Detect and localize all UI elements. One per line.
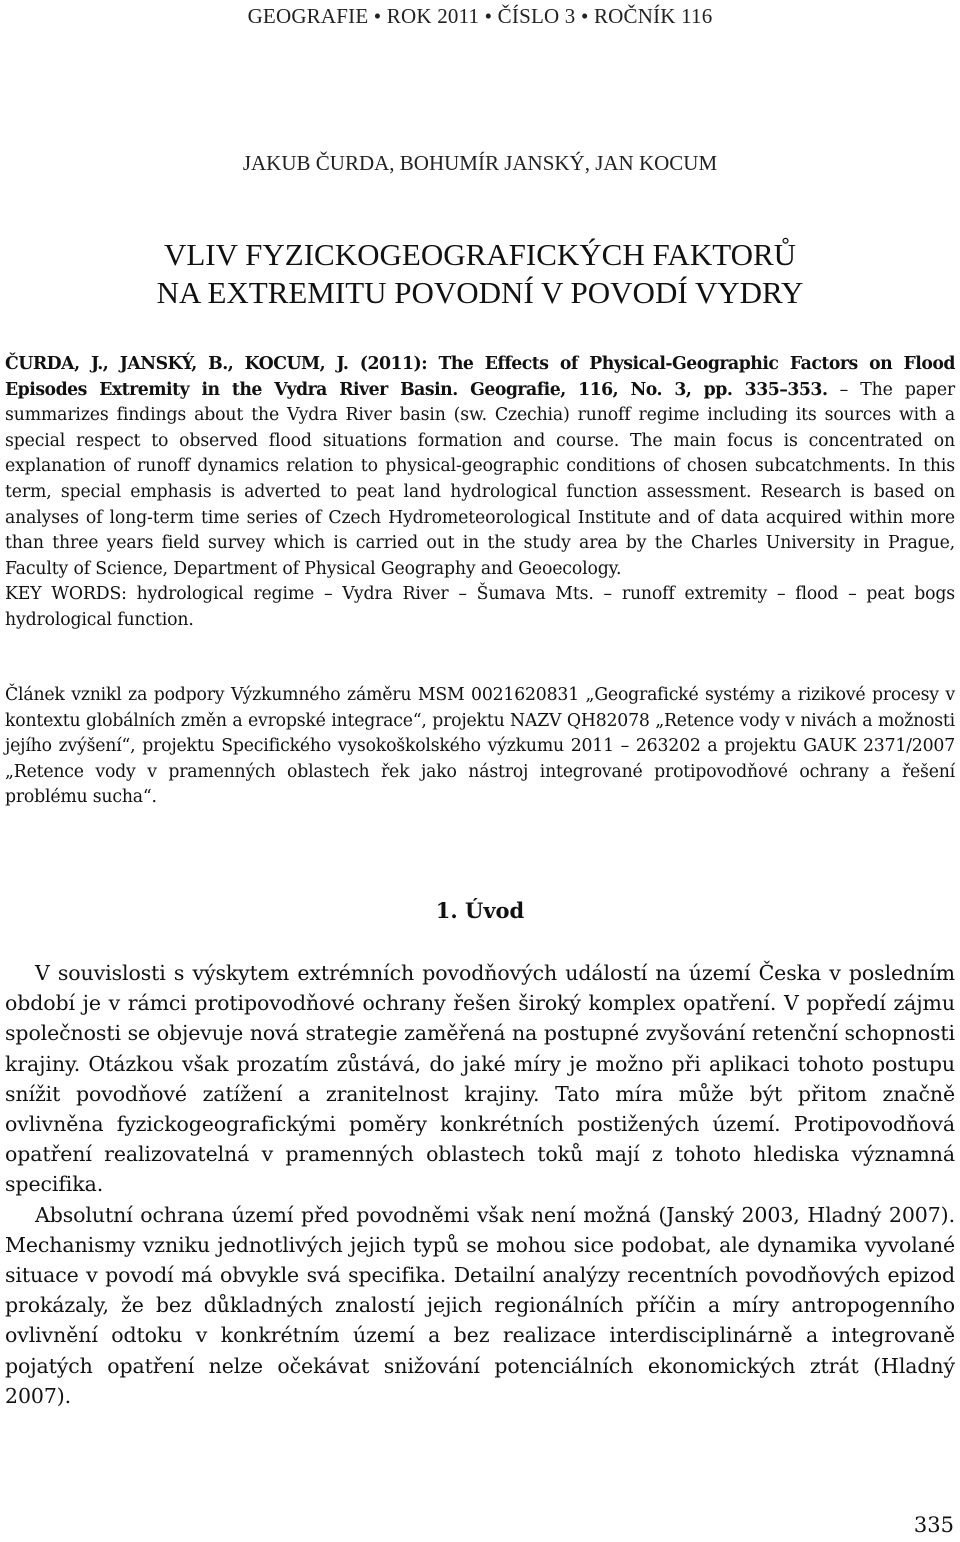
article-title xyxy=(0,236,960,312)
running-head: GEOGRAFIE • ROK 2011 • ČÍSLO 3 • ROČNÍK 116 xyxy=(247,4,713,28)
funding-note: Článek vznikl za podpory Výzkumného záměru MSM 0021620831 „Geografické systémy a rizikové procesy v kontextu globálních změn a evropské integrace“, projektu NAZV QH82078 „Retence vody v nivách a možnosti jejího zvýšení“, projektu Specifického vysokoškolského výzkumu 2011 – 263202 a projektu GAUK 2371/2007 „Retence vody v pramenných oblastech řek jako nástroj integrované protipovodňové ochrany a řešení problému sucha“. xyxy=(5,685,955,808)
abstract-text: – The paper summarizes findings about the Vydra River basin (sw. Czechia) runoff regime including its sources with a special respect to observed flood situations formation and course. The main focus is concentrated on explanation of runoff dynamics relation to physical-geographic conditions of chosen subcatchments. In this term, special emphasis is adverted to peat land hydrological function assessment. Research is based on analyses of long-term time series of Czech Hydrometeorological Institute and of data acquired within more than three years field survey which is carried out in the study area by the Charles University in Prague, Faculty of Science, Department of Physical Geography and Geoecology. xyxy=(5,379,956,579)
page-number: 335 xyxy=(913,1513,954,1537)
abstract xyxy=(5,352,955,634)
article-authors: JAKUB ČURDA, BOHUMÍR JANSKÝ, JAN KOCUM xyxy=(242,151,718,175)
keywords: KEY WORDS: hydrological regime – Vydra River – Šumava Mts. – runoff extremity – flood – peat bogs hydrological function. xyxy=(5,584,955,630)
article-title-line-1: VLIV FYZICKOGEOGRAFICKÝCH FAKTORŮ xyxy=(163,237,797,272)
body-paragraph-1: V souvislosti s výskytem extrémních povodňových událostí na území Česka v posledním období je v rámci protipovodňové ochrany řešen široký komplex opatření. V popředí zájmu společnosti se objevuje nová strategie zaměřená na postupné zvyšování retenční schopnosti krajiny. Otázkou však prozatím zůstává, do jaké míry je možno při aplikaci tohoto postupu snížit povodňové zatížení a zranitelnost krajiny. Tato míra může být přitom značně ovlivněna fyzickogeografickými poměry konkrétních postižených území. Protipovodňová opatření realizovatelná v pramenných oblastech toků mají z tohoto hlediska významná specifika. xyxy=(5,961,955,1197)
section-heading: 1. Úvod xyxy=(435,898,525,923)
article-title-line-2: NA EXTREMITU POVODNÍ V POVODÍ VYDRY xyxy=(156,275,804,310)
abstract-citation: ČURDA, J., JANSKÝ, B., KOCUM, J. (2011): The Effects of Physical-Geographic Factors on Flood Episodes Extremity in the Vydra River Basin. Geografie, 116, No. 3, pp. 335–353. xyxy=(5,354,955,400)
body-paragraph-2: Absolutní ochrana území před povodněmi však není možná (Janský 2003, Hladný 2007). Mechanismy vzniku jednotlivých jejich typů se mohou sice podobat, ale dynamika vyvolané situace v povodí má obvykle svá specifika. Detailní analýzy recentních povodňových epizod prokázaly, že bez důkladných znalostí jejich regionálních příčin a míry antropogenního ovlivnění odtoku v konkrétním území a bez realizace interdisciplinárně a integrovaně pojatých opatření nelze očekávat snižování potenciálních ekonomických ztrát (Hladný 2007). xyxy=(5,1202,955,1408)
section-body xyxy=(5,958,955,1411)
